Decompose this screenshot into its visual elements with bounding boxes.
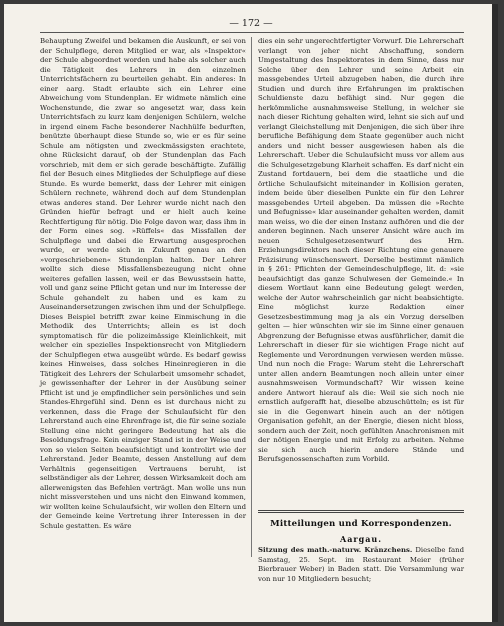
- right-column: [258, 37, 464, 507]
- report-lead: Sitzung des math.-naturw. Kränzchens.: [258, 546, 413, 554]
- column-divider: [251, 37, 252, 557]
- report-text: [258, 546, 464, 584]
- scan-edge: [492, 4, 498, 622]
- left-column: [40, 37, 246, 531]
- right-column-text: dies ein sehr ungerechtfertigter Vorwurf. Die Lehrerschaft verlangt von jeher nicht Abschaffung, sondern Umgestaltung des Inspektorates in dem Sinne, dass nur Solche über den Lehrer und seine Arbeit ein massgebendes Urteil abzugeben haben, die durch ihre Studien und durch ihre Erfahrungen im praktischen Schuldienste dazu befähigt sind. Nur gegen die herkömmliche ausnahmsweise Stellung, in welcher sie nach dieser Richtung gehalten wird, lehnt sie sich auf und verlangt Gleichstellung mit Denjenigen, die sich über ihre berufliche Befähigung dem Staate gegenüber auch nicht anders und nicht besser ausgewiesen haben als die Lehrerschaft. Ueber die Schulaufsicht muss vor allem aus die Schulgesetzgebung Klarheit schaffen. Es darf nicht ein Zustand fortdauern, bei dem die staatliche und die örtliche Schulaufsicht miteinander in Kollision geraten, indem beide über dieselben Punkte ein für den Lehrer massgebendes Urteil abgeben. Da müssen die »Rechte und Befugnisse« klar auseinander gehalten werden, damit man weiss, wo die der einen Instanz aufhören und die der anderen beginnen. Nach unserer Ansicht wäre auch im neuen Schulgesetzesentwurf des Hrn. Erziehungsdirektors nach dieser Richtung eine genauere Präzisirung wünschenswert. Derselbe bestimmt nämlich in § 261: Pflichten der Gemeindeschulpflege, lit. d: »sie beaufsichtigt das ganze Schulwesen der Gemeinde.« In diesem Wortlaut kann eine Bedeutung gelegt werden, welche der Autor wahrscheinlich gar nicht beabsichtigte. Eine möglichst kurze Redaktion einer Gesetzesbestimmung mag ja als ein Vorzug derselben gelten — hier wünschten wir sie im Sinne einer genauen Abgrenzung der Befugnisse etwas ausführlicher, damit die Lehrerschaft in dieser für sie wichtigen Frage nicht auf Reglemente und Verordnungen verwiesen werden müsse. Und nun noch die Frage: Warum steht die Lehrerschaft unter allen andern Beamtungen noch allein unter einer ausnahmsweisen Vormundschaft? Wir wissen keine andere Antwort hierauf als die: Weil sie sich noch nie ernstlich aufgerafft hat, dieselbe abzuschütteln; es ist für sie in die Gegenwart hinein auch an der nötigen Organisation gefehlt, an der Energie, diesen nicht bloss, sondern auch der Zeit, noch gefühlten Anachronismen mit der nötigen Energie und mit Erfolg zu arbeiten. Nehme sie sich auch hierin andere Stände und Berufsgenossenschaften zum Vorbild.: [258, 37, 464, 463]
- page-number: — 172 —: [229, 18, 273, 29]
- left-column-text: Behauptung Zweifel und bekamen die Auskunft, er sei von der Schulpflege, deren Mitglied er war, als »Inspektor« der Schule abgeordnet worden und habe als solcher auch die Tätigkeit des Lehrers in den einzelnen Unterrichtsfächern zu beurteilen gehabt. Ein anderes: In einer aarg. Stadt erlaubte sich ein Lehrer eine Abweichung vom Stundenplan. Er widmete nämlich eine Wochenstunde, die zwar so angesetzt war, dass kein Unterrichtsfach zu kurz kam denjenigen Schülern, welche in irgend einem Fache besonderer Nachhülfe bedurften, benützte überhaupt diese Stunde so, wie er es für seine Schule am nötigsten und zweckmässigsten erachtete, ohne Rücksicht darauf, ob der Stundenplan das Fach vorschrieb, mit dem er sich gerade beschäftigte. Zufällig fiel der Besuch eines Mitgliedes der Schulpflege auf diese Stunde. Es wurde bemerkt, dass der Lehrer mit einigen Schülern rechnete, während doch auf dem Stundenplan etwas anderes stand. Der Lehrer wurde nicht nach den Gründen hiefür befragt und er hielt auch keine Rechtfertigung für nötig. Die Folge davon war, dass ihm in der Form eines sog. »Rüffels« das Missfallen der Schulpflege und dabei die Erwartung ausgesprochen wurde, er werde sich in Zukunft genau an den »vorgeschriebenen« Stundenplan halten. Der Lehrer wollte sich diese Missfallensbezeugung nicht ohne weiteres gefallen lassen, weil er das Bewusstsein hatte, voll und ganz seine Pflicht getan und nur im Interesse der Schule gehandelt zu haben und es kam zu Auseinandersetzungen zwischen ihm und der Schulpflege. Dieses Beispiel betrifft zwar keine Einmischung in die Methodik des Unterrichts; allein es ist doch symptomatisch für die polizeimässige Kleinlichkeit, mit welcher ein spezielles Inspektionsrecht von Mitgliedern der Schulpflegen etwa ausgeübt würde. Es bedarf gewiss keines Hinweises, dass solches Hineinregieren in die Tätigkeit des Lehrers der Schularbeit umsomehr schadet, je gewissenhafter der Lehrer in der Ausübung seiner Pflicht ist und je empfindlicher sein persönliches und sein Standes-Ehrgefühl sind. Denn es ist durchaus nicht zu verkennen, dass die Frage der Schulaufsicht für den Lehrerstand auch eine Ehrenfrage ist, die für seine soziale Stellung eine nicht geringere Bedeutung hat als die Besoldungsfrage. Kein einziger Stand ist in der Weise und von so vielen Seiten beaufsichtigt und kontrolirt wie der Lehrerstand. Jeder Beamte, dessen Anstellung auf dem Verhältnis gegenseitigen Vertrauens beruht, ist selbständiger als der Lehrer, dessen Wirksamkeit doch am allerwenigsten das Befehlen verträgt. Man wolle uns nun nicht missverstehen und uns nicht den Einwand kommen, wir wollten keine Schulaufsicht, wir wollen den Eltern und der Gemeinde keine Vertretung ihrer Interessen in der Schule gestatten. Es wäre: [40, 37, 246, 530]
- header-rule: [40, 32, 464, 33]
- region-title: Aargau.: [340, 534, 382, 544]
- section-rule: [258, 510, 464, 511]
- report-body: Dieselbe fand Samstag, 25. Sept. im Restaurant Meier (früher Bierbrauer Weber) in Baden statt. Die Versammlung war von nur 10 Mitgliedern besucht;: [258, 546, 464, 583]
- newspaper-page: [4, 4, 498, 622]
- section-title: Mitteilungen und Korrespondenzen.: [270, 519, 452, 529]
- section-rule-double: [258, 512, 464, 513]
